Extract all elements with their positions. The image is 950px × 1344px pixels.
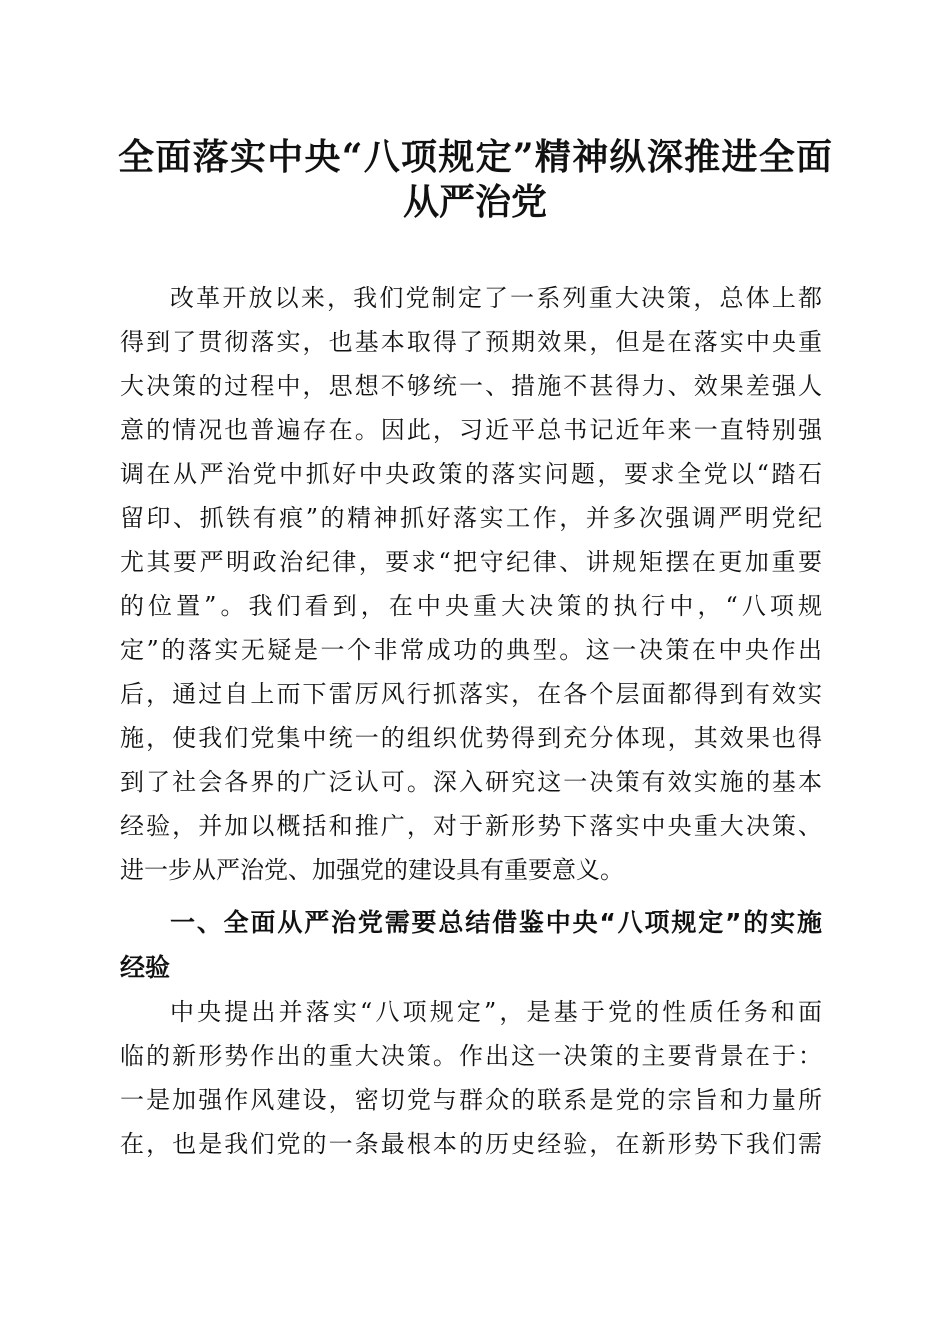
text-line: 一是加强作风建设，密切党与群众的联系是党的宗旨和力量所 xyxy=(120,1086,822,1114)
text-line: 经验，并加以概括和推广，对于新形势下落实中央重大决策、 xyxy=(120,812,822,840)
text-line: 定”的落实无疑是一个非常成功的典型。这一决策在中央作出 xyxy=(120,636,822,664)
text-line: 中央提出并落实“八项规定”，是基于党的性质任务和面 xyxy=(170,998,822,1026)
text-line: 到了社会各界的广泛认可。深入研究这一决策有效实施的基本 xyxy=(120,768,822,796)
text-line: 在，也是我们党的一条最根本的历史经验，在新形势下我们需 xyxy=(120,1130,822,1158)
document-body xyxy=(120,276,822,1166)
title-line-2: 从严治党 xyxy=(402,181,547,223)
text-line: 的位置”。我们看到，在中央重大决策的执行中，“八项规 xyxy=(120,592,822,620)
text-line: 临的新形势作出的重大决策。作出这一决策的主要背景在于： xyxy=(120,1042,822,1070)
text-line: 施，使我们党集中统一的组织优势得到充分体现，其效果也得 xyxy=(120,724,822,752)
text-line: 尤其要严明政治纪律，要求“把守纪律、讲规矩摆在更加重要 xyxy=(120,548,822,576)
text-line: 后，通过自上而下雷厉风行抓落实，在各个层面都得到有效实 xyxy=(120,680,822,708)
text-line: 改革开放以来，我们党制定了一系列重大决策，总体上都 xyxy=(170,284,822,312)
paragraph-section-1 xyxy=(120,990,822,1166)
text-line: 得到了贯彻落实，也基本取得了预期效果，但是在落实中央重 xyxy=(120,328,822,356)
text-line: 留印、抓铁有痕”的精神抓好落实工作，并多次强调严明党纪 xyxy=(120,504,822,532)
document-title xyxy=(118,135,832,225)
text-line: 经验 xyxy=(120,953,171,982)
section-heading-1 xyxy=(120,900,822,990)
text-line: 一、全面从严治党需要总结借鉴中央“八项规定”的实施 xyxy=(170,908,822,937)
paragraph-intro xyxy=(120,276,822,892)
text-line: 调在从严治党中抓好中央政策的落实问题，要求全党以“踏石 xyxy=(120,460,822,488)
text-line: 大决策的过程中，思想不够统一、措施不甚得力、效果差强人 xyxy=(120,372,822,400)
text-line: 意的情况也普遍存在。因此，习近平总书记近年来一直特别强 xyxy=(120,416,822,444)
text-line: 进一步从严治党、加强党的建设具有重要意义。 xyxy=(120,856,624,884)
title-line-1: 全面落实中央“八项规定”精神纵深推进全面 xyxy=(118,136,832,178)
